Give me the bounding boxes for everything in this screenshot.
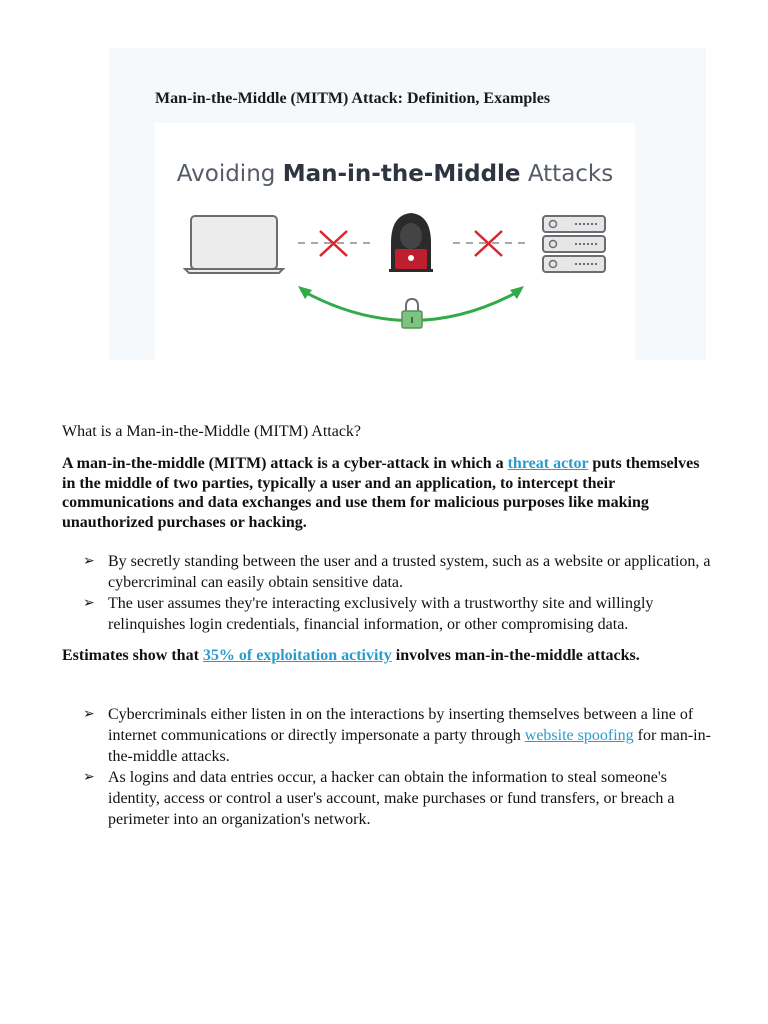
arrow-bullet-icon: ➢ [83, 595, 95, 611]
threat-actor-link[interactable]: threat actor [507, 455, 589, 472]
bullet-list-1 [62, 551, 712, 635]
exploitation-activity-link[interactable]: 35% of exploitation activity [202, 647, 392, 664]
article-body [62, 422, 712, 830]
lead-text-end: puts themselves in the middle of two parties, typically a user and an application, to intercept their communications and data exchanges and use them for malicious purposes like making unauthorized purchases or hacking. [62, 455, 700, 531]
list-item-text-end: for man-in-the-middle attacks. [108, 727, 711, 765]
laptop-icon [185, 216, 283, 273]
hooded-hacker-icon [389, 213, 433, 272]
mitm-banner-image [155, 123, 635, 360]
banner-title-prefix: Avoiding [176, 161, 283, 187]
list-item-text: Cybercriminals either listen in on the interactions by inserting themselves between a line of internet communications or directly impersonate a party through [108, 706, 694, 744]
list-item-text: By secretly standing between the user and a trusted system, such as a website or application, a cybercriminal can easily obtain sensitive data. [108, 553, 711, 591]
bullet-list-2 [62, 704, 712, 830]
card-title: Man-in-the-Middle (MITM) Attack: Definition, Examples [155, 90, 551, 107]
statistic-paragraph [62, 645, 712, 666]
arrow-bullet-icon: ➢ [83, 553, 95, 569]
section-question: What is a Man-in-the-Middle (MITM) Attack? [62, 423, 362, 440]
list-item-text: The user assumes they're interacting exclusively with a trustworthy site and willingly relinquishes login credentials, financial information, or other compromising data. [108, 595, 654, 633]
blocked-connection-icon [453, 231, 527, 256]
arrow-bullet-icon: ➢ [83, 706, 95, 722]
list-item [62, 704, 712, 767]
list-item-text: As logins and data entries occur, a hacker can obtain the information to steal someone's identity, access or control a user's account, make purchases or fund transfers, or breach a perimeter into an organization's network. [108, 769, 675, 828]
list-item [62, 551, 712, 593]
lead-text-start: A man-in-the-middle (MITM) attack is a cyber-attack in which a [62, 455, 508, 472]
website-spoofing-link[interactable]: website spoofing [524, 727, 634, 744]
header-card [109, 48, 706, 360]
banner-illustration [155, 123, 635, 360]
arrow-bullet-icon: ➢ [83, 769, 95, 785]
stat-text-start: Estimates show that [62, 647, 203, 664]
padlock-icon [402, 299, 422, 328]
list-item [62, 767, 712, 830]
lead-paragraph [62, 454, 712, 532]
blocked-connection-icon [298, 231, 371, 256]
server-rack-icon [543, 216, 605, 272]
list-item [62, 593, 712, 635]
stat-text-end: involves man-in-the-middle attacks. [391, 647, 640, 664]
banner-title-suffix: Attacks [520, 161, 614, 187]
banner-title-bold: Man-in-the-Middle [282, 161, 521, 187]
